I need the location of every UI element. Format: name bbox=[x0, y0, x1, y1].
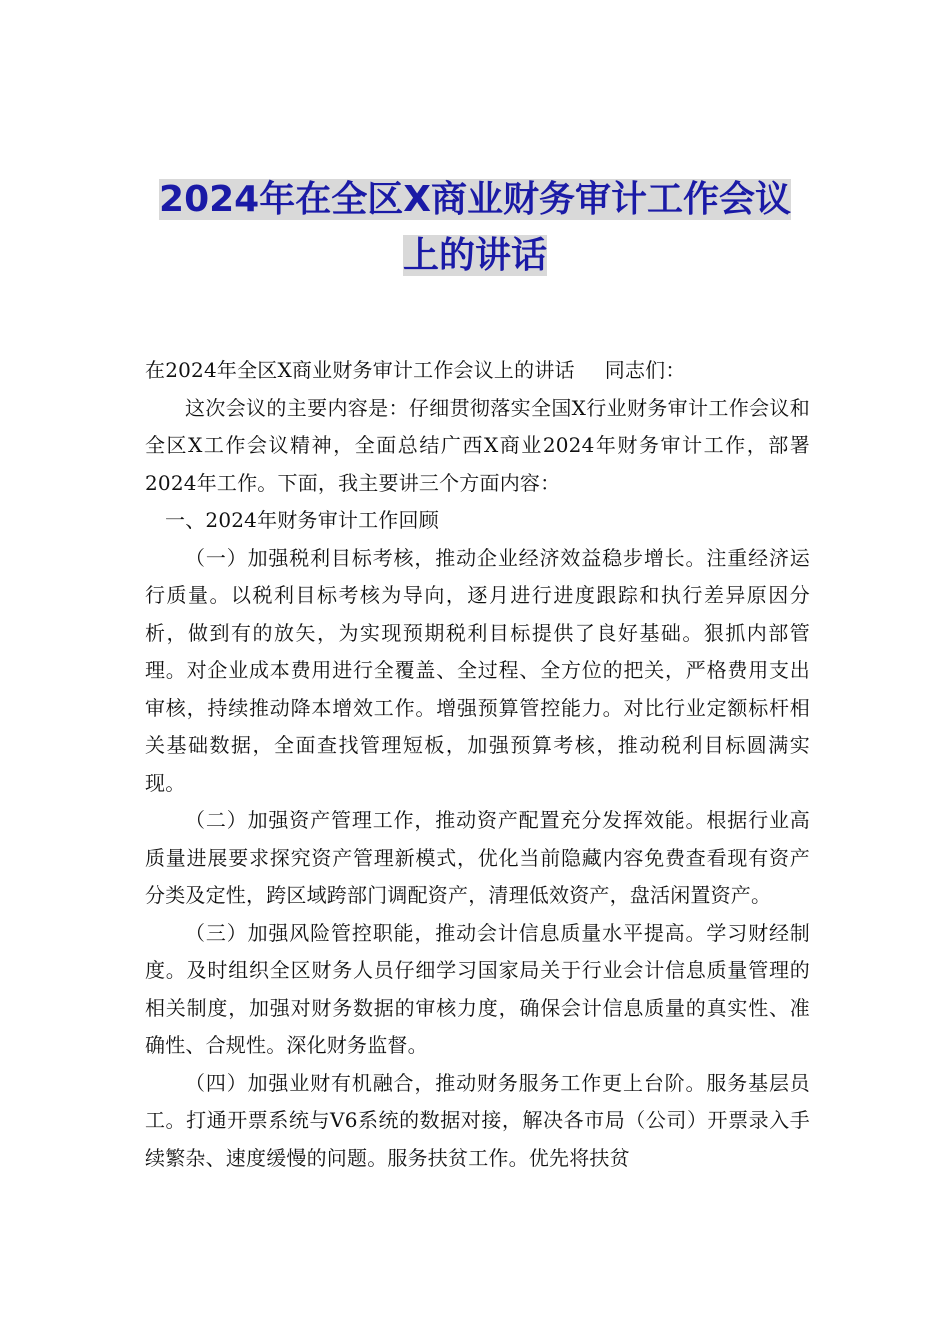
greeting: 同志们： bbox=[604, 358, 686, 382]
intro-line bbox=[145, 352, 810, 390]
paragraph-4: （三）加强风险管控职能，推动会计信息质量水平提高。学习财经制度。及时组织全区财务人员仔细学习国家局关于行业会计信息质量管理的相关制度，加强对财务数据的审核力度，确保会计信息质量的真实性、准确性、合规性。深化财务监督。 bbox=[145, 920, 810, 1057]
intro-label: 在2024年全区X商业财务审计工作会议上的讲话 bbox=[145, 358, 575, 382]
title-line-2: 上的讲话 bbox=[402, 235, 547, 276]
document-body bbox=[145, 352, 810, 1177]
paragraph-5: （四）加强业财有机融合，推动财务服务工作更上台阶。服务基层员工。打通开票系统与V6系统的数据对接，解决各市局（公司）开票录入手续繁杂、速度缓慢的问题。服务扶贫工作。优先将扶贫 bbox=[145, 1070, 810, 1170]
paragraph-1: 这次会议的主要内容是：仔细贯彻落实全国X行业财务审计工作会议和全区X工作会议精神，全面总结广西X商业2024年财务审计工作，部署2024年工作。下面，我主要讲三个方面内容： bbox=[145, 395, 810, 495]
title-line-1: 2024年在全区X商业财务审计工作会议 bbox=[159, 179, 791, 220]
section-heading-1: 一、2024年财务审计工作回顾 bbox=[165, 508, 439, 532]
paragraph-3: （二）加强资产管理工作，推动资产配置充分发挥效能。根据行业高质量进展要求探究资产管理新模式，优化当前隐藏内容免费查看现有资产分类及定性，跨区域跨部门调配资产，清理低效资产，盘活闲置资产。 bbox=[145, 808, 810, 907]
document-title bbox=[120, 172, 830, 284]
paragraph-2: （一）加强税利目标考核，推动企业经济效益稳步增长。注重经济运行质量。以税利目标考核为导向，逐月进行进度跟踪和执行差异原因分析，做到有的放矢，为实现预期税利目标提供了良好基础。狠抓内部管理。对企业成本费用进行全覆盖、全过程、全方位的把关，严格费用支出审核，持续推动降本增效工作。增强预算管控能力。对比行业定额标杆相关基础数据，全面查找管理短板，加强预算考核，推动税利目标圆满实现。 bbox=[145, 545, 810, 795]
